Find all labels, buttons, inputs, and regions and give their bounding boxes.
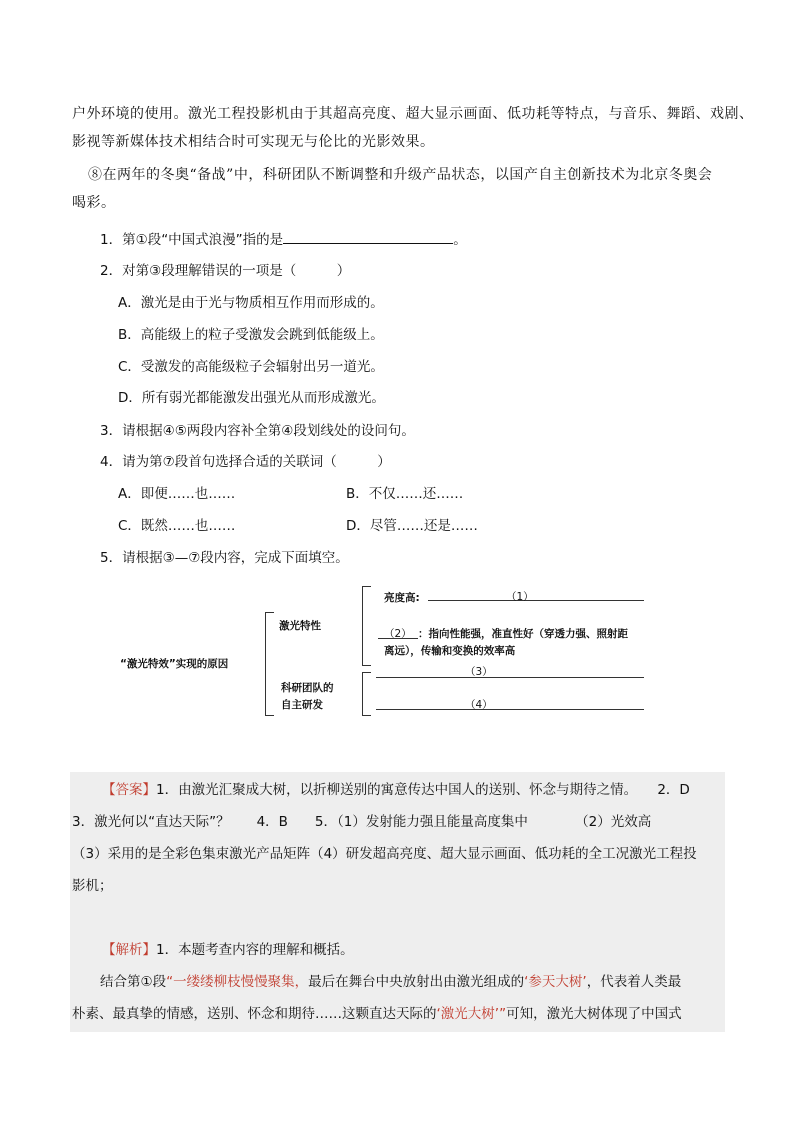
diagram-blank-line-1 (428, 600, 644, 601)
question-1 (100, 229, 467, 250)
passage-line: 喝彩。 (72, 195, 116, 211)
diagram-branch-research-1: 科研团队的 (281, 682, 334, 694)
option-a: A．激光是由于光与物质相互作用而形成的。 (118, 295, 384, 311)
diagram-branch-laser-traits: 激光特性 (279, 620, 321, 632)
diagram-root-label: “激光特效”实现的原因 (120, 658, 229, 670)
answer-line-4: 影机； (72, 878, 113, 894)
diagram-sub-brace-1 (362, 586, 371, 666)
diagram-blank-1-label: （1） (506, 591, 534, 603)
analysis-text: 1．本题考查内容的理解和概括。 (156, 942, 354, 958)
analysis-label: 【解析】 (102, 942, 156, 958)
answer-section (70, 772, 725, 1032)
question-5: 5．请根据③—⑦段内容，完成下面填空。 (100, 550, 349, 566)
analysis-line-2 (100, 972, 681, 992)
option-d: D．所有弱光都能激发出强光从而形成激光。 (118, 390, 385, 406)
answer-line-1 (102, 780, 690, 800)
passage-paragraph-8: ⑧在两年的冬奥“备战”中，科研团队不断调整和升级产品状态，以国产自主创新技术为北京冬奥会 (88, 167, 713, 183)
diagram-blank-line-4 (376, 709, 644, 710)
diagram-sub-brace-2 (362, 672, 371, 716)
diagram-branch-research-2: 自主研发 (281, 699, 323, 711)
option-c: C．既然……也…… (118, 518, 236, 534)
diagram-blank-line-2 (378, 638, 418, 639)
passage-line: 户外环境的使用。激光工程投影机由于其超高亮度、超大显示画面、低功耗等特点，与音乐、舞蹈、戏剧、 (72, 106, 754, 122)
question-2: 2．对第③段理解错误的一项是（ ） (100, 263, 351, 279)
option-b: B．不仅……还…… (346, 486, 464, 502)
analysis-text: ，代表着人类最 (586, 974, 682, 990)
question-1-end: 。 (453, 232, 467, 248)
answer-line-3: （3）采用的是全彩色集束激光产品矩阵（4）研发超高亮度、超大显示画面、低功耗的全工况激光工程投 (72, 846, 697, 862)
analysis-line-3 (72, 1004, 682, 1024)
diagram-brightness-label: 亮度高: (384, 592, 420, 604)
analysis-line-1 (102, 940, 354, 960)
question-4: 4．请为第⑦段首句选择合适的关联词（ ） (100, 454, 391, 470)
option-b: B．高能级上的粒子受激发会跳到低能级上。 (118, 327, 384, 343)
diagram-blank-line-3 (376, 677, 644, 678)
question-1-text: 1．第①段“中国式浪漫”指的是 (100, 232, 284, 248)
analysis-text: 可知，激光大树体现了中国式 (506, 1006, 682, 1022)
answer-line-2: 3．激光何以“直达天际”？ 4．B 5．（1）发射能力强且能量高度集中 （2）光效高 (72, 814, 652, 830)
passage-line: 影视等新媒体技术相结合时可实现无与伦比的光影效果。 (72, 134, 435, 150)
answer-text: 1．由激光汇聚成大树，以折柳送别的寓意传达中国人的送别、怀念与期待之情。 2．D (156, 782, 690, 798)
option-a: A．即便……也…… (118, 486, 236, 502)
diagram-feature-text-1: ：指向性能强，准直性好（穿透力强、照射距 (418, 628, 628, 640)
analysis-quote: ‘激光大树’” (436, 1006, 507, 1022)
analysis-text: 最后在舞台中央放射出由激光组成的 (308, 974, 525, 990)
diagram-feature-text-2: 离远），传输和变换的效率高 (384, 645, 516, 657)
analysis-text: 朴素、最真挚的情感，送别、怀念和期待……这颗直达天际的 (72, 1006, 437, 1022)
analysis-quote: ‘参天大树’ (524, 974, 587, 990)
analysis-text: 结合第①段 (100, 974, 167, 990)
diagram-blank-2-label: （2） (384, 628, 412, 640)
analysis-quote: “一缕缕柳枝慢慢聚集， (166, 974, 309, 990)
question-3: 3．请根据④⑤两段内容补全第④段划线处的设问句。 (100, 423, 415, 439)
option-d: D．尽管……还是…… (346, 518, 478, 534)
diagram-main-brace (265, 612, 274, 716)
answer-blank (283, 229, 453, 244)
answer-label: 【答案】 (102, 782, 156, 798)
option-c: C．受激发的高能级粒子会辐射出另一道光。 (118, 359, 384, 375)
diagram-blank-4-label: （4） (465, 699, 493, 711)
diagram-blank-3-label: （3） (465, 666, 493, 678)
